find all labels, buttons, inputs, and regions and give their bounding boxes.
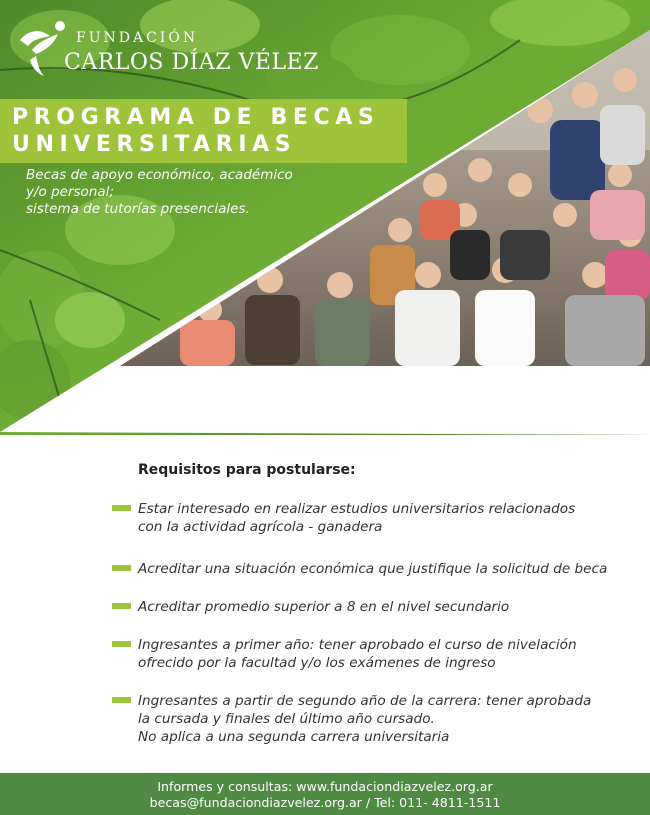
requirement-line: Acreditar una situación económica que justifique la solicitud de beca bbox=[138, 561, 608, 577]
requirement-line: ofrecido por la facultad y/o los exámenes de ingreso bbox=[138, 655, 496, 671]
requirement-line: No aplica a una segunda carrera universitaria bbox=[138, 729, 450, 745]
subtitle-line-2: y/o personal; bbox=[26, 184, 114, 200]
program-title-line-2: UNIVERSITARIAS bbox=[12, 132, 297, 157]
bullet-icon bbox=[112, 603, 131, 609]
requirements-heading: Requisitos para postularse: bbox=[138, 462, 356, 478]
requirement-item bbox=[112, 692, 642, 746]
bullet-icon bbox=[112, 565, 131, 571]
subtitle-line-3: sistema de tutorías presenciales. bbox=[26, 201, 250, 217]
program-title-band bbox=[0, 99, 407, 163]
requirement-line: Ingresantes a partir de segundo año de la carrera: tener aprobada bbox=[138, 693, 592, 709]
logo-name-text: CARLOS DÍAZ VÉLEZ bbox=[64, 50, 319, 75]
requirement-item bbox=[112, 598, 642, 616]
requirement-item bbox=[112, 560, 642, 578]
subtitle-line-1: Becas de apoyo económico, académico bbox=[26, 167, 293, 183]
requirement-item bbox=[112, 500, 642, 536]
bullet-icon bbox=[112, 641, 131, 647]
program-subtitle bbox=[26, 167, 346, 218]
requirement-line: Acreditar promedio superior a 8 en el nivel secundario bbox=[138, 599, 510, 615]
footer-contact-email-phone[interactable]: becas@fundaciondiazvelez.org.ar / Tel: 011- 4811-1511 bbox=[149, 795, 501, 810]
requirements-list bbox=[112, 500, 642, 746]
requirement-line: con la actividad agrícola - ganadera bbox=[138, 519, 383, 535]
bullet-icon bbox=[112, 697, 131, 703]
foundation-logo bbox=[14, 14, 334, 84]
bullet-icon bbox=[112, 505, 131, 511]
contact-footer bbox=[0, 773, 650, 815]
footer-contact-web[interactable]: Informes y consultas: www.fundaciondiazvelez.org.ar bbox=[157, 779, 493, 794]
logo-top-text: FUNDACIÓN bbox=[76, 30, 199, 46]
program-title-line-1: PROGRAMA DE BECAS bbox=[12, 105, 380, 130]
requirement-item bbox=[112, 636, 642, 672]
requirement-line: la cursada y finales del último año cursado. bbox=[138, 711, 435, 727]
requirement-line: Estar interesado en realizar estudios universitarios relacionados bbox=[138, 501, 576, 517]
requirement-line: Ingresantes a primer año: tener aprobado el curso de nivelación bbox=[138, 637, 577, 653]
